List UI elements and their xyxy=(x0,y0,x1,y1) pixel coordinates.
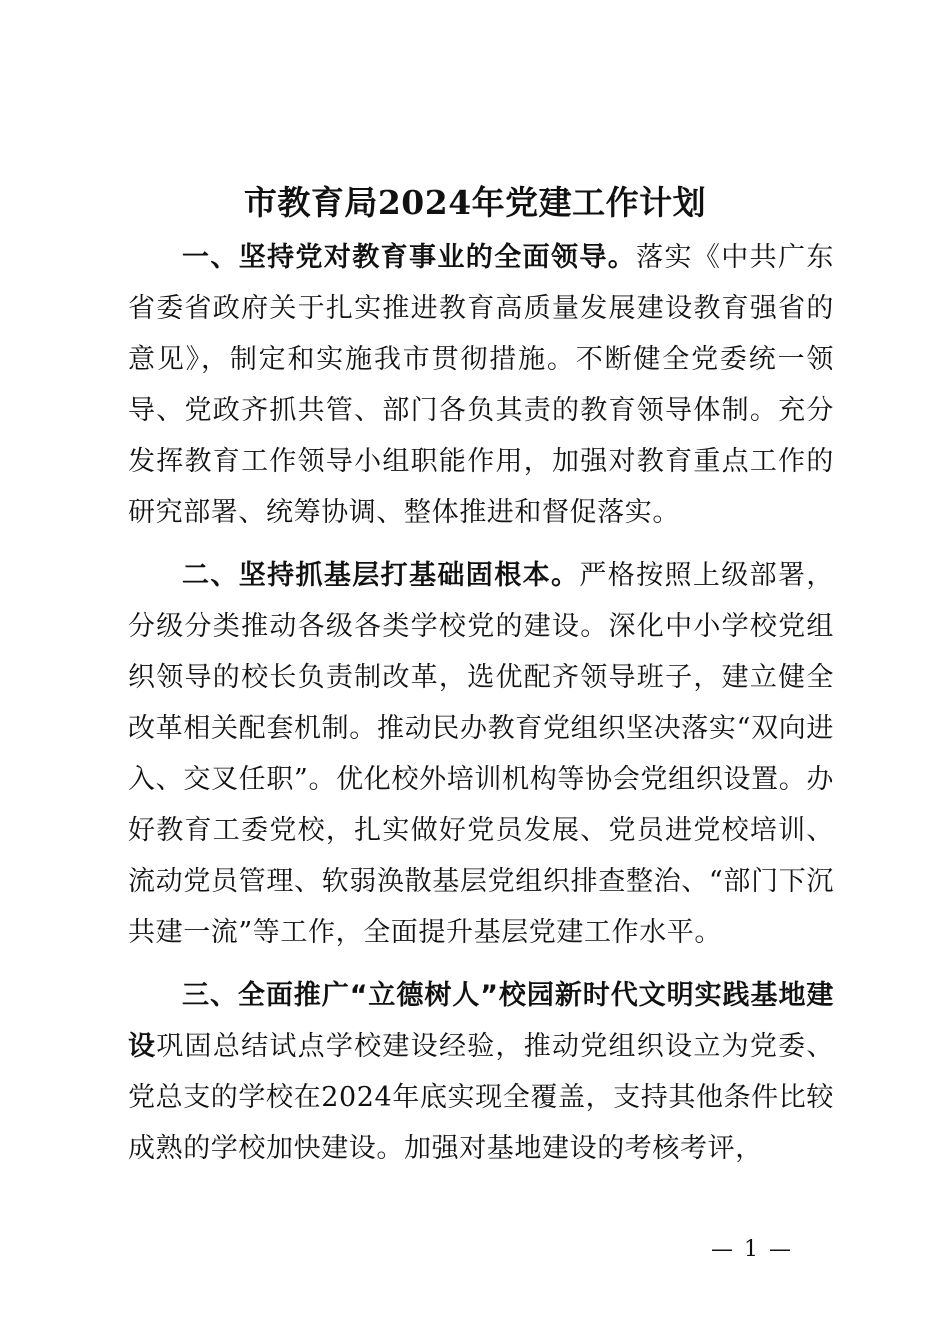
paragraph-2-heading: 二、坚持抓基层打基础固根本。 xyxy=(182,560,580,591)
paragraph-1-text: 落实《中共广东省委省政府关于扎实推进教育高质量发展建设教育强省的意见》，制定和实施我市贯彻措施。不断健全党委统一领导、党政齐抓共管、部门各负其责的教育领导体制。充分发挥教育工作领导小组职能作用，加强对教育重点工作的研究部署、统筹协调、整体推进和督促落实。 xyxy=(128,242,834,528)
document-body xyxy=(128,232,834,1174)
paragraph-2-text: 严格按照上级部署，分级分类推动各级各类学校党的建设。深化中小学校党组织领导的校长负责制改革，选优配齐领导班子，建立健全改革相关配套机制。推动民办教育党组织坚决落实“双向进入、交叉任职”。优化校外培训机构等协会党组织设置。办好教育工委党校，扎实做好党员发展、党员进党校培训、流动党员管理、软弱涣散基层党组织排查整治、“部门下沉共建一流”等工作，全面提升基层党建工作水平。 xyxy=(128,560,834,948)
paragraph-3 xyxy=(128,970,834,1174)
paragraph-1 xyxy=(128,232,834,538)
paragraph-3-heading: 三、全面推广“立德树人”校园新时代文明实践基地建设 xyxy=(128,980,834,1062)
page-title: 市教育局2024年党建工作计划 xyxy=(243,183,707,222)
paragraph-3-text: 巩固总结试点学校建设经验，推动党组织设立为党委、党总支的学校在2024年底实现全覆盖，支持其他条件比较成熟的学校加快建设。加强对基地建设的考核考评， xyxy=(128,1031,834,1164)
paragraph-1-heading: 一、坚持党对教育事业的全面领导。 xyxy=(182,242,637,273)
paragraph-2 xyxy=(128,550,834,958)
page-number: — 1 — xyxy=(711,1237,793,1262)
